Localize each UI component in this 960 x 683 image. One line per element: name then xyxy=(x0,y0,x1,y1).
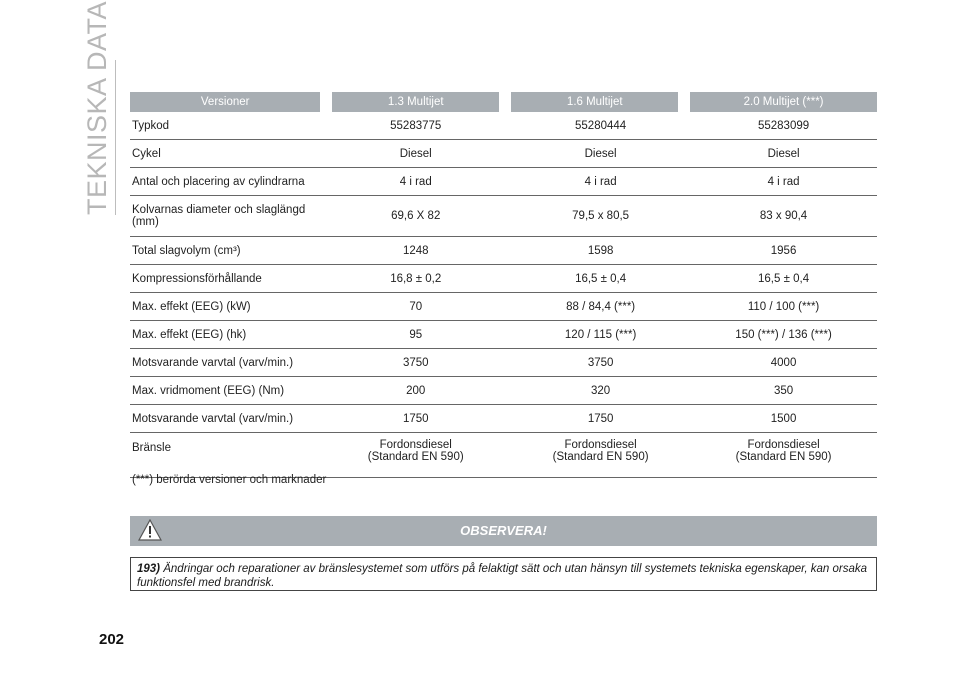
cell-value: (Standard EN 590) xyxy=(735,451,832,463)
cell-value: 1750 xyxy=(587,412,614,425)
note-number: 193) xyxy=(137,563,161,575)
row-label: Motsvarande varvtal (varv/min.) xyxy=(130,405,320,433)
table-row xyxy=(130,377,877,405)
cell-value: 1248 xyxy=(402,244,429,257)
cell-value: 95 xyxy=(409,328,423,341)
table-row xyxy=(130,433,877,478)
note-body: Ändringar och reparationer av bränslesystemet som utförs på felaktigt sätt och utan hänsyn till systemets tekniska egenskaper, kan orsaka funktionsfel med brandrisk. xyxy=(137,563,868,589)
cell-value: (Standard EN 590) xyxy=(552,451,649,463)
page-number: 202 xyxy=(99,631,125,648)
row-label: Kolvarnas diameter och slaglängd (mm) xyxy=(130,196,320,237)
cell-value: 83 x 90,4 xyxy=(759,210,808,222)
cell-value: 150 (***) / 136 (***) xyxy=(735,328,832,341)
table-row xyxy=(130,405,877,433)
row-label: Kompressionsförhållande xyxy=(130,265,320,293)
table-row xyxy=(130,168,877,196)
table-row xyxy=(130,140,877,168)
cell-value: 1956 xyxy=(770,244,797,257)
cell-value: 16,8 ± 0,2 xyxy=(390,272,442,285)
header-1-3: 1.3 Multijet xyxy=(332,92,499,112)
cell-value: Diesel xyxy=(584,147,617,160)
table-row xyxy=(130,349,877,377)
section-divider xyxy=(115,60,116,215)
table-row xyxy=(130,112,877,140)
cell-value: 79,5 x 80,5 xyxy=(572,210,630,222)
row-label: Cykel xyxy=(130,140,320,168)
cell-value: 200 xyxy=(406,384,426,397)
table-row xyxy=(130,196,877,237)
table-row xyxy=(130,265,877,293)
warning-header xyxy=(130,516,877,546)
section-title: TEKNISKA DATA xyxy=(82,0,112,215)
warning-title: OBSERVERA! xyxy=(460,523,547,538)
cell-value: 55283099 xyxy=(757,119,810,132)
row-label: Typkod xyxy=(130,112,320,140)
cell-value: 120 / 115 (***) xyxy=(564,328,637,341)
cell-value: Fordonsdiesel xyxy=(747,439,820,451)
row-label: Max. effekt (EEG) (hk) xyxy=(130,321,320,349)
table-row xyxy=(130,321,877,349)
cell-value: 16,5 ± 0,4 xyxy=(575,272,627,285)
cell-value: 3750 xyxy=(587,356,614,369)
cell-value: 1500 xyxy=(770,412,797,425)
cell-value: 350 xyxy=(773,384,794,397)
cell-value: 4000 xyxy=(770,356,797,369)
row-label: Max. effekt (EEG) (kW) xyxy=(130,293,320,321)
header-2-0: 2.0 Multijet (***) xyxy=(690,92,877,112)
row-label: Bränsle xyxy=(130,433,320,478)
cell-value: 4 i rad xyxy=(399,175,432,188)
cell-value: 55283775 xyxy=(390,119,442,132)
table-row xyxy=(130,293,877,321)
cell-value: 4 i rad xyxy=(584,175,617,188)
table-header-row xyxy=(130,92,877,112)
table-footnote: (***) berörda versioner och marknader xyxy=(132,474,327,486)
cell-value: 55280444 xyxy=(575,119,627,132)
cell-value: 110 / 100 (***) xyxy=(747,300,820,313)
cell-value: 1598 xyxy=(587,244,614,257)
header-1-6: 1.6 Multijet xyxy=(511,92,678,112)
engine-spec-table xyxy=(130,92,877,478)
row-label: Antal och placering av cylindrarna xyxy=(130,168,320,196)
cell-value: Diesel xyxy=(767,147,800,160)
cell-value: 69,6 X 82 xyxy=(391,210,441,222)
row-label: Total slagvolym (cm³) xyxy=(130,237,320,265)
cell-value: Diesel xyxy=(399,147,432,160)
row-label: Motsvarande varvtal (varv/min.) xyxy=(130,349,320,377)
cell-value: 88 / 84,4 (***) xyxy=(566,300,636,313)
cell-value: 70 xyxy=(409,300,423,313)
cell-value: (Standard EN 590) xyxy=(367,451,464,463)
cell-value: 1750 xyxy=(402,412,429,425)
cell-value: 4 i rad xyxy=(767,175,800,188)
warning-text xyxy=(131,558,876,590)
cell-value: 3750 xyxy=(402,356,429,369)
row-label: Max. vridmoment (EEG) (Nm) xyxy=(130,377,320,405)
header-versions: Versioner xyxy=(130,92,320,112)
warning-note xyxy=(130,557,877,591)
cell-value: Fordonsdiesel xyxy=(564,439,637,451)
table-row xyxy=(130,237,877,265)
cell-value: Fordonsdiesel xyxy=(379,439,452,451)
cell-value: 320 xyxy=(591,384,611,397)
cell-value: 16,5 ± 0,4 xyxy=(758,272,810,285)
